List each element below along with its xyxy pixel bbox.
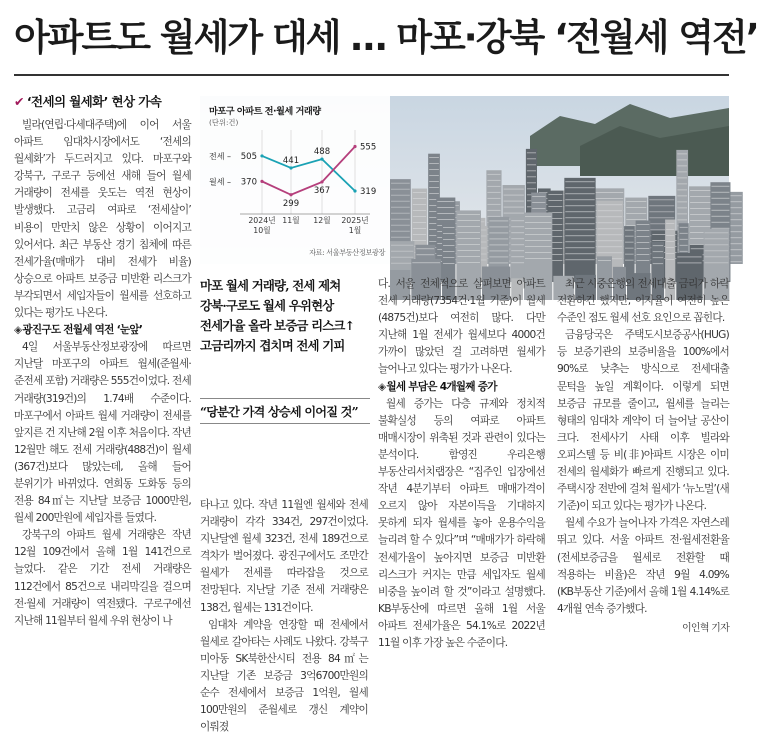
chart-x-tick-label: 2025년 bbox=[341, 216, 369, 225]
chart-point bbox=[320, 180, 323, 183]
paragraph: 금융당국은 주택도시보증공사(HUG) 등 보증기관의 보증비율을 100%에서 90%로 낮추는 방식으로 전세대출 문턱을 높일 계획이다. 이렇게 되면 보증금 규모를 줄이고, 월세를 늘리는 형태의 임대차 계약이 더 늘어날 공산이 크다. 전세사기 사태 이후 빌라와 오피스텔 등 비(非)아파트 시장은 이미 전세의 월세화가 빠르게 진행되고 있다. 주택시장 전반에 걸쳐 월세가 ‘뉴노멀’(새 기준)이 되고 있다는 평가가 나온다. bbox=[557, 329, 729, 513]
chart-point bbox=[260, 154, 263, 157]
chart-x-tick-label: 12월 bbox=[313, 216, 331, 225]
chart-data-label: 488 bbox=[313, 147, 331, 158]
pull-quote: “당분간 가격 상승세 이어질 것” bbox=[200, 398, 370, 424]
summary-box bbox=[200, 276, 370, 393]
headline-rule bbox=[14, 74, 729, 76]
chart-title: 마포구 아파트 전·월세 거래량 bbox=[209, 106, 321, 117]
chart-data-label: 441 bbox=[282, 155, 300, 166]
paragraph: 강북구의 아파트 월세 거래량은 작년 12월 109건에서 올해 1월 141건으로 늘었다. 같은 기간 전세 거래량은 112건에서 85건으로 내리막길을 걸으며 전·월세 거래량이 역전됐다. 구로구에선 지난해 11월부터 월세 우위 현상이 나 bbox=[14, 529, 191, 627]
paragraph: 타나고 있다. 작년 11월엔 월세와 전세 거래량이 각각 334건, 297건이었다. 지난달엔 월세 323건, 전세 189건으로 격차가 벌어졌다. 광진구에서도 조만간 월세가 전세를 따라잡을 것으로 전망된다. 지난달 기준 전세 거래량은 138건, 월세는 131건이다. bbox=[200, 499, 368, 614]
sub-heading-text: ‘전세의 월세화’ 현상 가속 bbox=[26, 94, 162, 109]
summary-line: 전세가율 올라 보증금 리스크↑ bbox=[200, 318, 355, 333]
paragraph: 다. 서울 전체적으로 살펴보면 아파트 전세 거래량(7354건·1월 기준)이 월세(4875건)보다 여전히 많다. 다만 지난해 1월 전세가 월세보다 4000건 가까이 많았던 걸 고려하면 월세가 늘어나고 있다는 평가가 나온다. bbox=[378, 278, 545, 376]
paragraph: 월세 증가는 다층 규제와 정치적 불확실성 등의 여파로 아파트 매매시장이 위축된 것과 관련이 있다는 분석이다. 함영진 우리은행 부동산리서치랩장은 “집주인 입장에선 작년 4분기부터 아파트 매매가격이 오르지 않아 자본이득을 기대하지 못하게 되자 월세를 놓아 운용수익을 늘리려 할 수 있다”며 “매매가가 하락해 전세가율이 높아지면 보증금 미반환 리스크가 커지는 만큼 세입자도 월세 비중을 높이려 할 것”이라고 설명했다. KB부동산에 따르면 올해 1월 서울 아파트 전세가율은 54.1%로 2022년 11월 이후 가장 높은 수준이다. bbox=[378, 397, 545, 649]
chart-series-line bbox=[262, 146, 355, 194]
chart-point bbox=[289, 166, 292, 169]
summary-line: 강북·구로도 월세 우위현상 bbox=[200, 298, 334, 313]
chart-point bbox=[353, 145, 356, 148]
article-column-1 bbox=[14, 117, 191, 637]
chart-plot bbox=[200, 96, 390, 264]
paragraph: 4일 서울부동산정보광장에 따르면 지난달 마포구의 아파트 월세(준월세·준전세 포함) 거래량은 555건이었다. 전세 거래량(319건)의 1.74배 수준이다. 마포구에서 아파트 월세 거래량이 전세를 앞지른 건 지난해 2월 이후 처음이다. 작년 12월만 해도 전세 거래량(488건)이 월세(367건)보다 많았는데, 올해 들어 분위기가 바뀌었다. 연희동 도화동 등의 전용 84㎡는 지난달 보증금 1000만원, 월세 200만원에 세입자를 들였다. bbox=[14, 341, 191, 525]
chart-source: 자료: 서울부동산정보광장 bbox=[309, 248, 385, 257]
summary-line: 고금리까지 겹치며 전세 기피 bbox=[200, 338, 345, 353]
chart-x-tick-label: 2024년 bbox=[248, 216, 276, 225]
headline: 아파트도 월세가 대세 … 마포·강북 ‘전월세 역전’ bbox=[14, 16, 758, 59]
chart-panel bbox=[200, 96, 390, 264]
paragraph: 최근 시중은행의 전세대출 금리가 하락 전환하긴 했지만, 이자율이 여전히 높은 수준인 점도 월세 선호 요인으로 꼽힌다. bbox=[557, 278, 729, 325]
section-heading: ◈ 월세 부담은 4개월째 증가 bbox=[378, 379, 545, 396]
chart-point bbox=[353, 189, 356, 192]
chart-data-label: 555 bbox=[360, 142, 377, 153]
article-column-3 bbox=[378, 276, 545, 649]
chart-unit: (단위:건) bbox=[209, 118, 239, 127]
summary-line: 마포 월세 거래량, 전세 제쳐 bbox=[200, 278, 341, 293]
chart-point bbox=[260, 180, 263, 183]
chart-point bbox=[289, 193, 292, 196]
paragraph: 임대차 계약을 연장할 때 전세에서 월세로 갈아타는 사례도 나왔다. 강북구 미아동 SK북한산시티 전용 84㎡는 지난달 기존 보증금 3억6700만원의 순수 전세에서 보증금 1억원, 월세 100만원의 준월세로 갱신 계약이 이뤄졌 bbox=[200, 618, 368, 734]
check-icon: ✔ bbox=[14, 94, 24, 109]
chart-data-label: 299 bbox=[282, 198, 300, 209]
article-column-2 bbox=[200, 497, 368, 734]
section-heading: ◈ 광진구도 전월세 역전 ‘눈앞’ bbox=[14, 322, 191, 339]
article-column-4 bbox=[557, 276, 729, 637]
chart-data-label: 319 bbox=[360, 186, 377, 197]
sub-heading bbox=[14, 92, 204, 112]
chart-data-label: 367 bbox=[313, 185, 331, 196]
paragraph: 월세 수요가 늘어나자 가격은 자연스레 뛰고 있다. 서울 아파트 전·월세전환율(전세보증금을 월세로 전환할 때 적용하는 비율)은 작년 9월 4.09%(KB부동산 기준)에서 올해 1월 4.14%로 4개월 연속 증가했다. bbox=[557, 517, 729, 615]
chart-x-tick-label: 10월 bbox=[253, 226, 271, 235]
chart-point bbox=[320, 158, 323, 161]
chart-data-label: 370 bbox=[240, 177, 257, 188]
chart-legend-label: 월세 – bbox=[209, 177, 231, 187]
paragraph: 빌라(연립·다세대주택)에 이어 서울 아파트 임대차시장에서도 ‘전세의 월세화’가 두드러지고 있다. 마포구와 강북구, 구로구 등에선 새해 들어 월세 거래량이 전세를 웃도는 역전 현상이 발생했다. 고금리 여파로 ‘전세살이’ 비용이 만만치 않은 상황이 이어지고 있어서다. 최근 부동산 경기 침체에 따른 전세가율(매매가 대비 전세가 비율) 상승으로 아파트 보증금 미반환 리스크가 부각되면서 세입자들이 월세를 선호하고 있다는 평가도 나온다. bbox=[14, 119, 191, 320]
byline: 이인혁 기자 bbox=[682, 622, 729, 634]
chart-legend-label: 전세 – bbox=[209, 151, 231, 161]
chart-data-label: 505 bbox=[240, 151, 257, 162]
chart-x-tick-label: 11월 bbox=[282, 216, 300, 225]
chart-x-tick-label: 1월 bbox=[348, 226, 362, 235]
